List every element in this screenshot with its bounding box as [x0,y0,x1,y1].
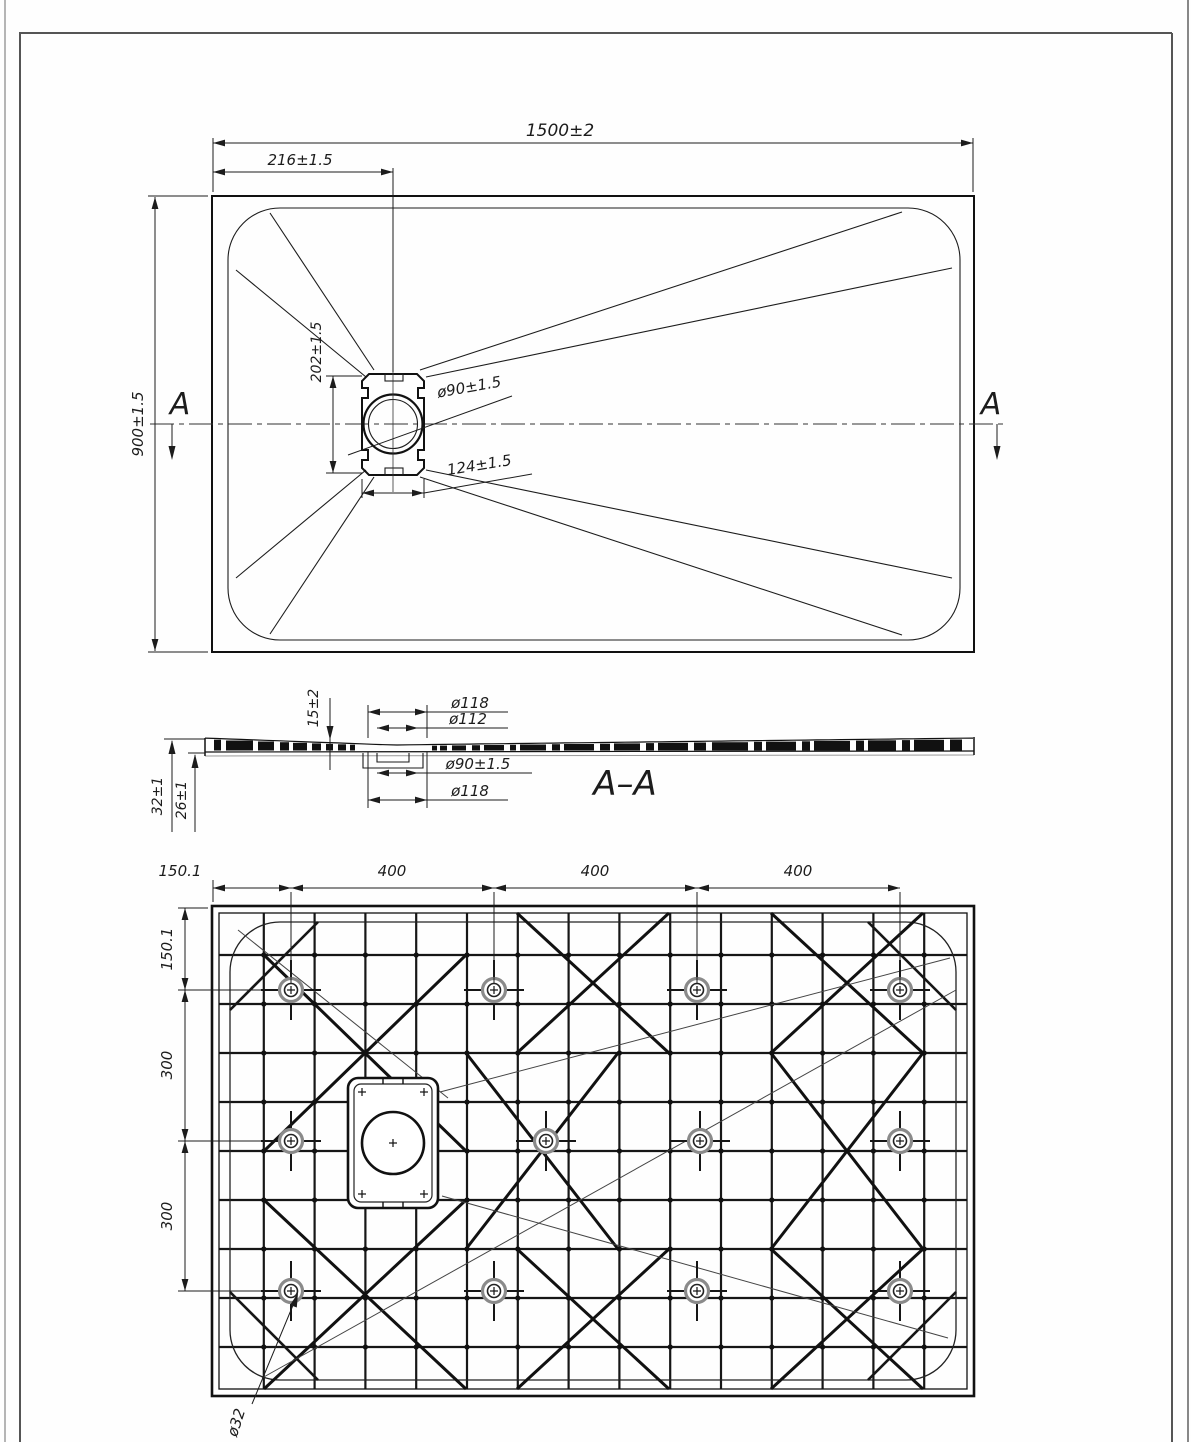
dim-depth: 15±2 [306,688,322,728]
dim-foot-pitch-x3: 400 [783,862,813,880]
dim-drain-offset: 216±1.5 [267,151,333,169]
bottom-view [158,862,974,1440]
dim-edge-total: 32±1 [150,776,166,816]
dim-drain-diameter: ø90±1.5 [435,372,503,402]
dim-width: 1500±2 [525,121,595,141]
section-profile [205,737,974,756]
dim-foot-pitch-y1: 300 [158,1050,176,1080]
dim-foot-pitch-x2: 400 [580,862,610,880]
section-letter-left: A [169,387,191,422]
bottom-drain [348,1078,438,1208]
section-dimensions [150,689,657,832]
dim-foot-offset-y: 150.1 [158,927,176,971]
dim-drain-width: 124±1.5 [445,451,513,480]
dim-top-inner: ø112 [449,710,487,728]
foot-mount [261,1261,321,1321]
dim-foot-diameter: ø32 [223,1406,250,1439]
dim-bottom-outer: ø118 [451,782,489,800]
foot-mount [870,1111,930,1171]
plan-view [129,121,1005,652]
section-letter-right: A [980,387,1002,422]
dim-height: 900±1.5 [129,391,147,457]
section-view [150,689,974,832]
dim-foot-pitch-y2: 300 [158,1201,176,1231]
foot-mount [870,1261,930,1321]
sheet-frame [5,0,1188,1442]
dim-foot-pitch-x1: 400 [377,862,407,880]
dim-bottom-inner: ø90±1.5 [445,755,511,773]
foot-mount [261,1111,321,1171]
foot-mount [464,1261,524,1321]
bottom-rib-structure [212,906,974,1396]
dim-edge-inner: 26±1 [174,780,190,820]
dim-top-outer: ø118 [451,694,489,712]
foot-mount [667,1261,727,1321]
plan-dimensions [129,121,973,652]
section-label: A–A [593,764,657,804]
dim-drain-height: 202±1.5 [309,321,325,383]
dim-foot-offset-x: 150.1 [158,862,202,880]
plan-drain-flange [362,358,424,492]
